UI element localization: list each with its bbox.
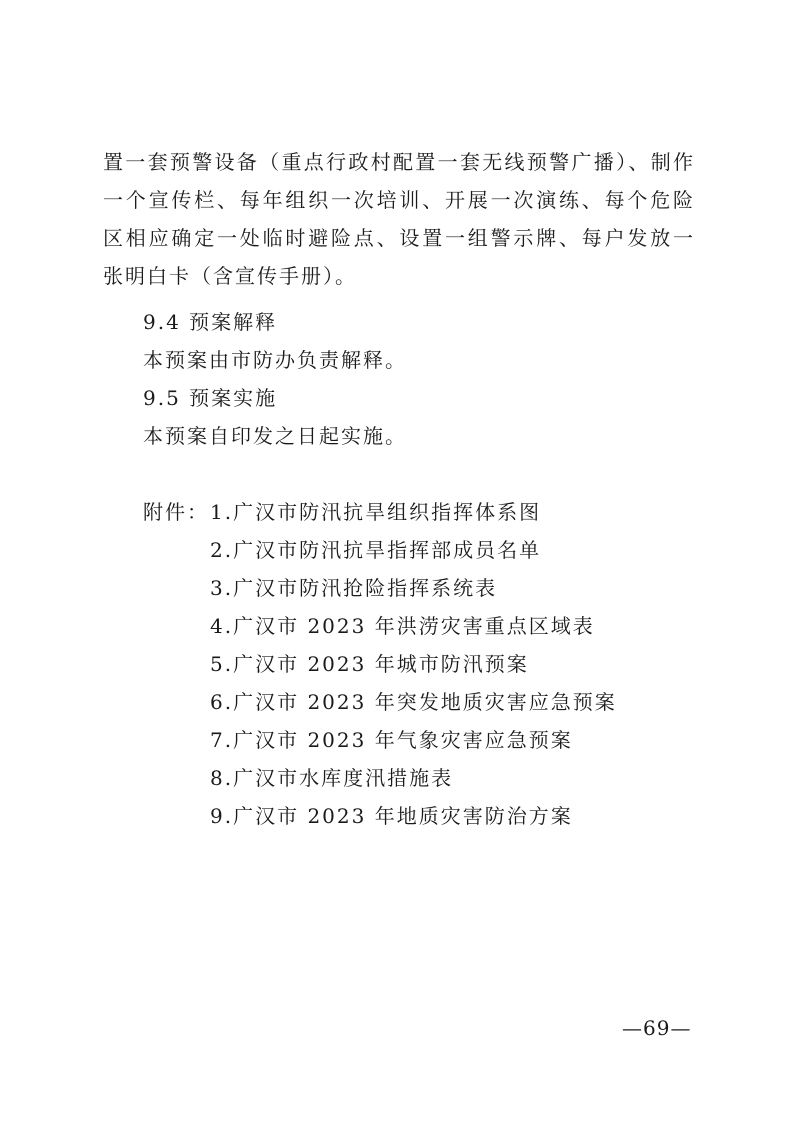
attachment-item: 5.广汉市 2023 年城市防汛预案: [210, 652, 529, 676]
section-heading-9-4: 9.4 预案解释: [143, 310, 278, 334]
attachment-item: 7.广汉市 2023 年气象灾害应急预案: [210, 728, 573, 752]
section-body-9-4: 本预案由市防办负责解释。: [143, 348, 407, 372]
page-number: —69—: [622, 1016, 692, 1040]
attachment-item: 4.广汉市 2023 年洪涝灾害重点区域表: [210, 614, 595, 638]
attachment-item: 3.广汉市防汛抢险指挥系统表: [210, 576, 498, 600]
section-body-9-5: 本预案自印发之日起实施。: [143, 424, 407, 448]
attachment-item: 9.广汉市 2023 年地质灾害防治方案: [210, 804, 573, 828]
attachment-item: 6.广汉市 2023 年突发地质灾害应急预案: [210, 690, 617, 714]
attachment-item: 8.广汉市水库度汛措施表: [210, 766, 454, 790]
attachment-item: 1.广汉市防汛抗旱组织指挥体系图: [210, 500, 542, 524]
intro-paragraph: 置一套预警设备（重点行政村配置一套无线预警广播）、制作一个宣传栏、每年组织一次培训、开展一次演练、每个危险区相应确定一处临时避险点、设置一组警示牌、每户发放一张明白卡（含宣传手册）。: [103, 150, 695, 288]
attachment-item: 2.广汉市防汛抗旱指挥部成员名单: [210, 538, 542, 562]
section-heading-9-5: 9.5 预案实施: [143, 386, 278, 410]
attachments-label: 附件：: [143, 500, 209, 524]
